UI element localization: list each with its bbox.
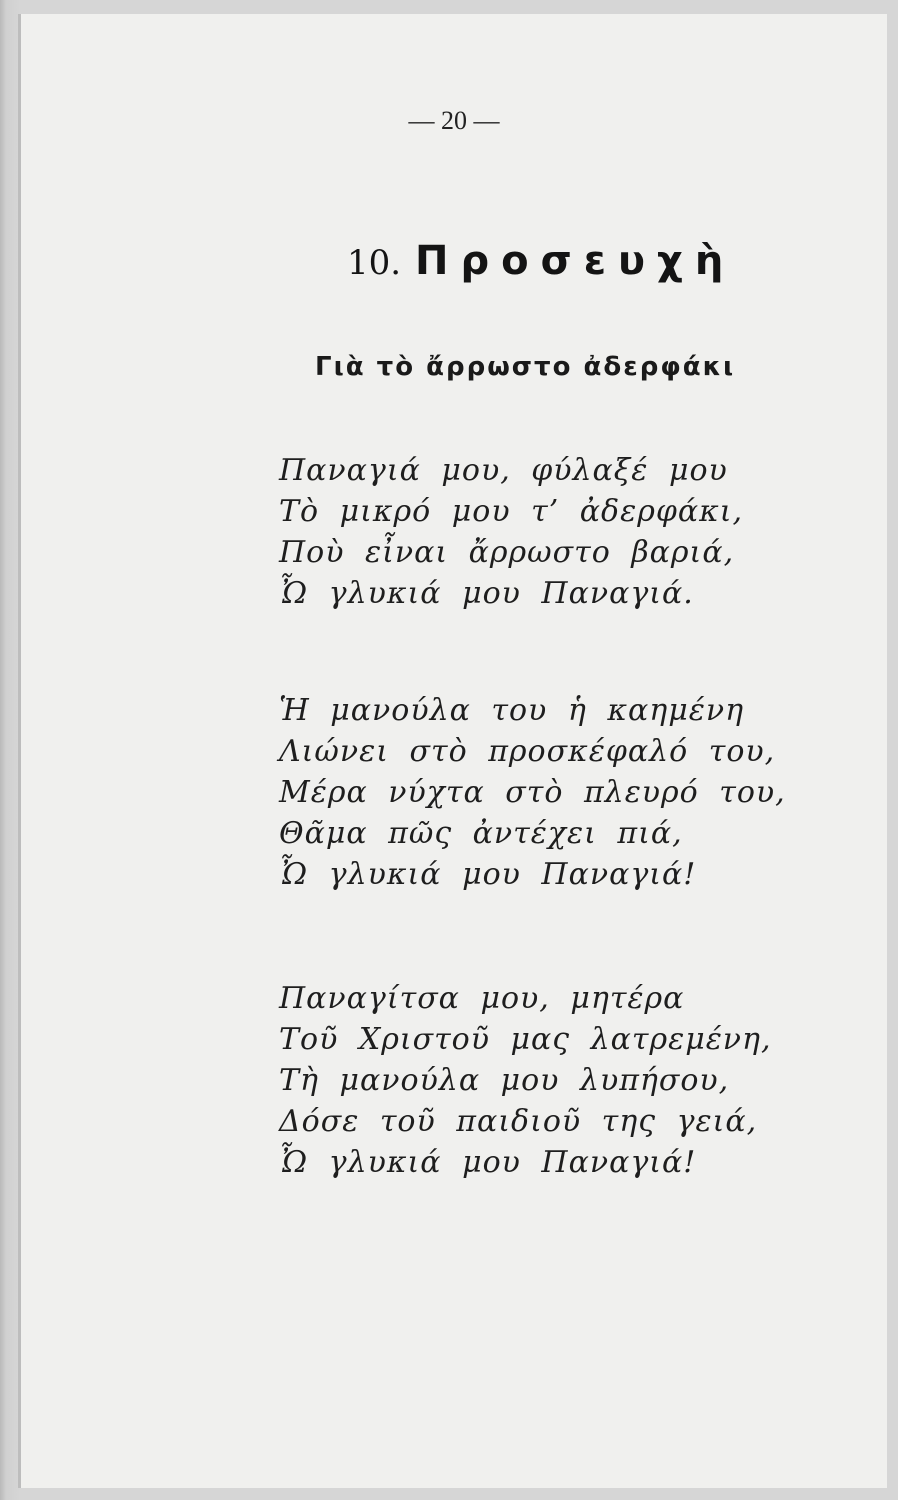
book-page <box>18 14 887 1488</box>
poem-title <box>347 238 735 284</box>
verse-line: Ποὺ εἶναι ἄρρωστο βαριά, <box>279 535 735 570</box>
verse-line: Ὦ γλυκιά μου Παναγιά! <box>279 1145 697 1180</box>
poem-title-text: Προσευχὴ <box>415 238 736 284</box>
verse-line: Ὦ γλυκιά μου Παναγιά. <box>279 576 694 611</box>
verse-line: Τοῦ Χριστοῦ μας λατρεμένη, <box>279 1022 772 1057</box>
verse-line: Δόσε τοῦ παιδιοῦ της γειά, <box>279 1104 758 1139</box>
page-number: — 20 — <box>408 106 500 135</box>
verse-line: Ἡ μανούλα του ἡ καημένη <box>279 693 745 728</box>
verse-line: Θᾶμα πῶς ἀντέχει πιά, <box>279 816 683 851</box>
stanza-2 <box>279 690 786 895</box>
verse-line: Παναγιά μου, φύλαξέ μου <box>279 453 728 488</box>
poem-number: 10. <box>347 243 402 283</box>
stanza-1 <box>279 450 743 614</box>
verse-line: Μέρα νύχτα στὸ πλευρό του, <box>279 775 786 810</box>
verse-line: Παναγίτσα μου, μητέρα <box>279 981 685 1016</box>
verse-line: Τὴ μανούλα μου λυπήσου, <box>279 1063 730 1098</box>
verse-line: Λιώνει στὸ προσκέφαλό του, <box>279 734 776 769</box>
verse-line: Ὦ γλυκιά μου Παναγιά! <box>279 857 697 892</box>
poem-dedication: Γιὰ τὸ ἄρρωστο ἀδερφάκι <box>315 352 736 382</box>
stanza-3 <box>279 978 772 1183</box>
verse-line: Τὸ μικρό μου τ’ ἀδερφάκι, <box>279 494 744 529</box>
